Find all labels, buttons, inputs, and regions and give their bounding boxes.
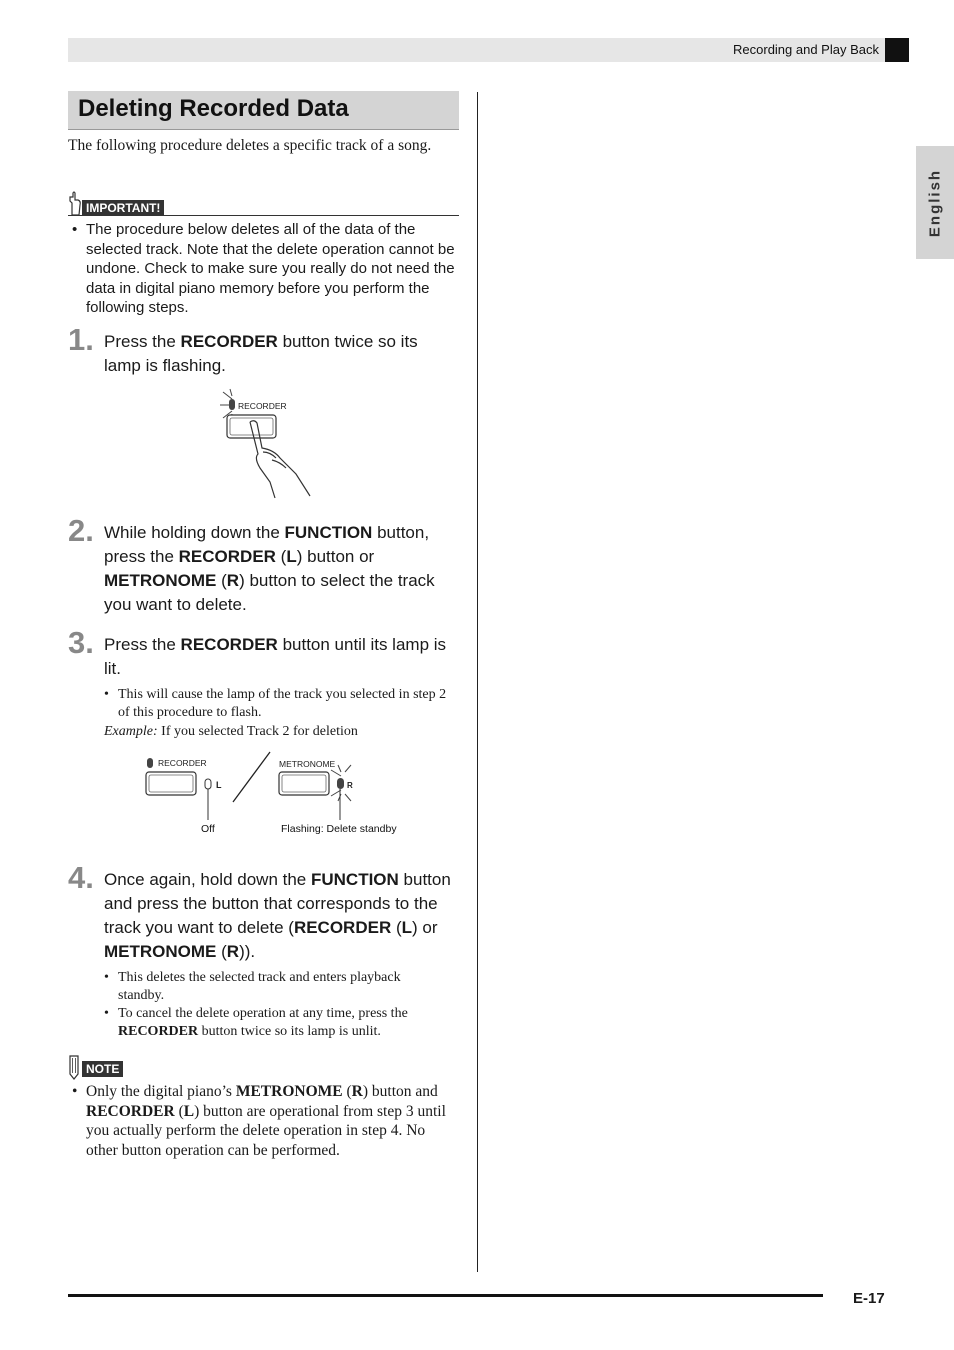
section-header: Recording and Play Back (733, 42, 879, 57)
step-4-text: Once again, hold down the FUNCTION button and press the button that corresponds to the track you want to delete (RECORDER (L) or METRONOME (R)). (104, 870, 451, 961)
step-1-text: Press the RECORDER button twice so its lamp is flashing. (104, 332, 418, 375)
list-item: • To cancel the delete operation at any time, press the RECORDER button twice so its lamp is unlit. (104, 1005, 449, 1040)
list-item: • This will cause the lamp of the track you selected in step 2 of this procedure to flash. (104, 686, 449, 721)
example-caption: Example: If you selected Track 2 for deletion (104, 724, 358, 739)
page-number: E-17 (853, 1290, 885, 1307)
important-list (72, 220, 460, 318)
language-tab (916, 146, 954, 259)
step-number: 2. (68, 513, 94, 548)
note-badge: NOTE (82, 1061, 123, 1077)
recorder-label: RECORDER (158, 758, 207, 768)
recorder-button-label: RECORDER (238, 401, 287, 411)
intro-text: The following procedure deletes a specific track of a song. (68, 137, 432, 154)
step-2-text: While holding down the FUNCTION button, press the RECORDER (L) button or METRONOME (R) button to select the track you want to delete. (104, 523, 435, 614)
off-caption: Off (201, 823, 215, 835)
pointing-hand-icon (67, 191, 83, 217)
footer-rule (68, 1294, 823, 1297)
r-label: R (347, 781, 353, 790)
page-title: Deleting Recorded Data (78, 95, 349, 122)
list-item: • Only the digital piano’s METRONOME (R) button and RECORDER (L) button are operational from step 3 until you actually perform the delete operation in step 4. No other button operation can be performed. (72, 1082, 460, 1160)
recorder-button-figure (210, 386, 320, 502)
pencil-icon (67, 1054, 81, 1080)
step-number: 1. (68, 322, 94, 357)
important-rule (68, 215, 459, 216)
important-badge: IMPORTANT! (82, 200, 164, 216)
step-3-notes (104, 686, 449, 721)
step-number: 3. (68, 625, 94, 660)
header-marker (885, 38, 909, 62)
column-divider (477, 92, 478, 1272)
step-number: 4. (68, 860, 94, 895)
step-3-text: Press the RECORDER button until its lamp is lit. (104, 635, 447, 678)
step-4-notes (104, 969, 449, 1040)
metronome-label: METRONOME (279, 759, 336, 769)
note-list (72, 1082, 460, 1160)
l-label: L (216, 780, 222, 790)
flashing-caption: Flashing: Delete standby (281, 823, 397, 835)
list-item: • This deletes the selected track and enters playback standby. (104, 969, 449, 1004)
list-item: • The procedure below deletes all of the data of the selected track. Note that the delete operation cannot be undone. Check to make sure you really do not need the data in digital piano memory before you perform the following steps. (72, 220, 460, 318)
language-tab-label: English (926, 168, 944, 237)
